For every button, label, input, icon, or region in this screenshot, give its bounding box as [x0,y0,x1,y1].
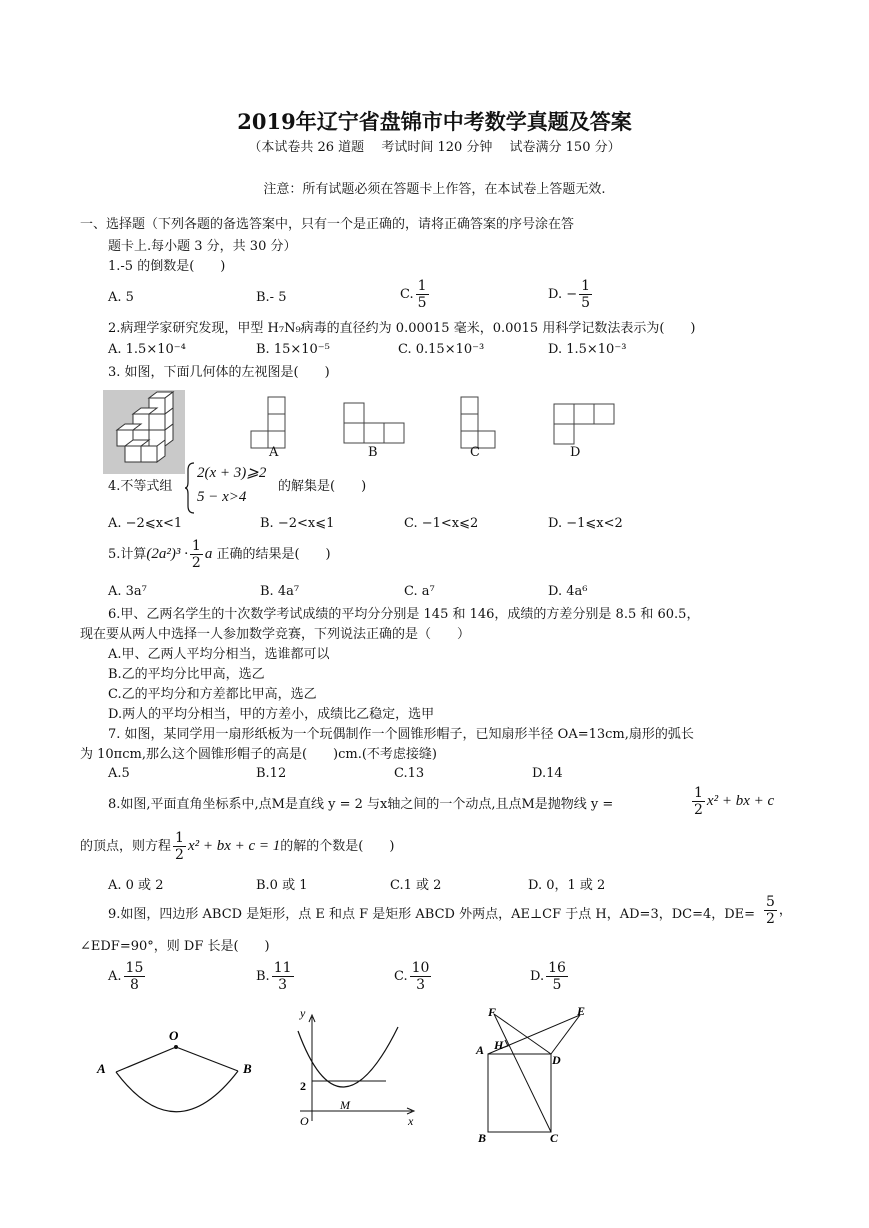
point-label-f: F [488,1005,497,1019]
q2-option-c: C. 0.15×10⁻³ [398,342,485,357]
exam-info: （本试卷共 26 道题 考试时间 120 分钟 试卷满分 150 分） [248,140,621,155]
page-title: 2019年辽宁省盘锦市中考数学真题及答案 [237,109,632,134]
q1-option-b: B.- 5 [256,290,287,305]
sector-label-o: O [169,1028,179,1043]
section-heading-line2: 题卡上.每小题 3 分，共 30 分） [108,239,297,254]
sector-label-a: A [97,1061,106,1076]
q4-stem-suffix: 的解集是( ) [278,479,367,494]
q9-option-a: A. $\frac{15}{8}$ [108,960,144,993]
parabola-figure [290,1005,430,1135]
q5-option-c: C. a⁷ [404,584,435,599]
q6-line2: 现在要从两人中选择一人参加数学竞赛，下列说法正确的是（ ） [80,627,471,642]
q3-view-b [343,402,407,446]
exam-notice: 注意：所有试题必须在答题卡上作答，在本试卷上答题无效. [263,182,606,197]
vertex-label-m: M [340,1098,350,1112]
rectangle-figure [470,1002,600,1148]
q3-label-a: A [269,445,279,460]
point-label-e: E [577,1004,586,1018]
q6-option-b: B.乙的平均分比甲高，选乙 [108,667,265,682]
q9-option-d: D. $\frac{16}{5}$ [530,960,566,993]
q8-option-c: C.1 或 2 [390,878,442,893]
q2-option-a: A. 1.5×10⁻⁴ [108,342,186,357]
q1-stem: 1.-5 的倒数是( ) [108,259,226,274]
q8-line1: 8.如图,平面直角坐标系中,点M是直线 y = 2 与x轴之间的一个动点,且点M是抛物线 y = [108,797,614,812]
q4-inequality-1: 2(x + 3)⩾2 [197,465,267,481]
point-label-d: D [552,1053,561,1067]
q4-inequality-2: 5 − x>4 [197,489,247,505]
q5-option-b: B. 4a⁷ [260,584,300,599]
q2-stem: 2.病理学家研究发现，甲型 H₇N₉病毒的直径约为 0.00015 毫米，0.0015 用科学记数法表示为( ) [108,321,696,336]
q3-stem: 3. 如图，下面几何体的左视图是( ) [108,365,330,380]
q9-line2: ∠EDF=90°，则 DF 长是( ) [80,939,270,954]
q3-view-d [553,403,617,445]
q9-option-b: B. $\frac{11}{3}$ [256,960,292,993]
q4-option-c: C. −1<x⩽2 [404,516,479,531]
q9-de-frac: $\frac{5}{2}$ ， [766,894,792,927]
q5-option-a: A. 3a⁷ [108,584,147,599]
q9-line1: 9.如图，四边形 ABCD 是矩形，点 E 和点 F 是矩形 ABCD 外两点，AE⊥CF 于点 H，AD=3，DC=4，DE= [108,907,756,922]
axis-label-y: y [300,1006,306,1020]
q7-option-b: B.12 [256,766,287,781]
point-label-b: B [478,1131,487,1145]
axis-label-x: x [408,1114,414,1128]
q8-parabola-expr: $\frac{1}{2}$ x² + bx + c [694,785,775,818]
q6-option-d: D.两人的平均分相当，甲的方差小，成绩比乙稳定，选甲 [108,707,435,722]
q1-option-c: C. $\frac{1}{5}$ [400,278,427,311]
origin-label: O [300,1114,309,1128]
sector-figure [92,1022,262,1122]
q7-option-c: C.13 [394,766,425,781]
q4-option-b: B. −2<x⩽1 [260,516,335,531]
q7-line1: 7. 如图，某同学用一扇形纸板为一个玩偶制作一个圆锥形帽子，已知扇形半径 OA=13cm,扇形的弧长 [108,727,694,742]
section-heading-line1: 一、选择题（下列各题的备选答案中，只有一个是正确的，请将正确答案的序号涂在答 [80,217,575,232]
line-y2-label: 2 [300,1079,306,1093]
sector-label-b: B [243,1061,252,1076]
q3-label-d: D [570,445,581,460]
q8-option-d: D. 0，1 或 2 [528,878,606,893]
q1-option-d: D. − $\frac{1}{5}$ [548,278,591,311]
q2-option-b: B. 15×10⁻⁵ [256,342,330,357]
cube-stack-figure [103,390,185,474]
q8-option-b: B.0 或 1 [256,878,308,893]
q6-option-a: A.甲、乙两人平均分相当，选谁都可以 [108,647,330,662]
q5-option-d: D. 4a⁶ [548,584,588,599]
q3-view-c [460,396,500,452]
q4-stem-prefix: 4.不等式组 [108,479,173,494]
q8-option-a: A. 0 或 2 [108,878,164,893]
q5-stem: 5.计算(2a²)³ · $\frac{1}{2}$ a 正确的结果是( ) [108,538,331,571]
point-label-c: C [550,1131,559,1145]
brace-icon [184,462,196,514]
q7-option-a: A.5 [108,766,130,781]
q7-line2: 为 10πcm,那么这个圆锥形帽子的高是( )cm.(不考虑接缝) [80,747,437,762]
point-label-h: H [494,1038,504,1052]
q1-option-a: A. 5 [108,290,134,305]
point-label-a: A [476,1043,485,1057]
q7-option-d: D.14 [532,766,563,781]
q4-option-a: A. −2⩽x<1 [108,516,183,531]
q3-label-c: C [470,445,480,460]
q6-line1: 6.甲、乙两名学生的十次数学考试成绩的平均分分别是 145 和 146，成绩的方差分别是 8.5 和 60.5， [108,607,700,622]
q4-option-d: D. −1⩽x<2 [548,516,623,531]
q3-view-a [250,396,290,452]
q2-option-d: D. 1.5×10⁻³ [548,342,627,357]
q8-line2: 的顶点，则方程 $\frac{1}{2}$ x² + bx + c = 1的解的个数是( ) [80,830,395,863]
q3-label-b: B [368,445,378,460]
q6-option-c: C.乙的平均分和方差都比甲高，选乙 [108,687,317,702]
q9-option-c: C. $\frac{10}{3}$ [394,960,430,993]
